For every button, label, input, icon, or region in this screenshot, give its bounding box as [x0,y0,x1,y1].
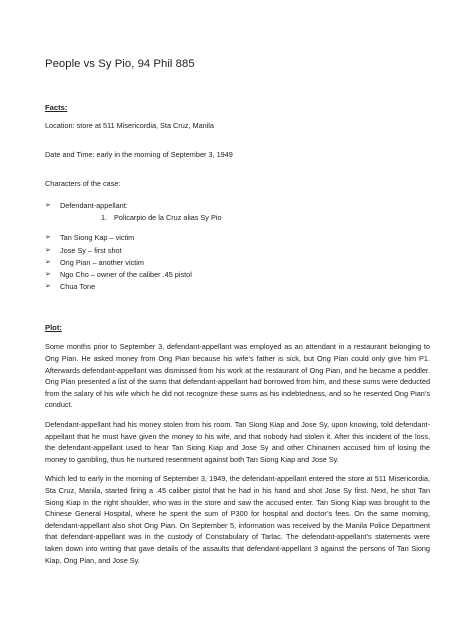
arrow-bullet-icon: ➢ [45,258,51,266]
datetime-line: Date and Time: early in the morning of September 3, 1949 [45,150,233,159]
characters-list [45,232,430,293]
subitem-number: 1. [101,213,108,223]
character-subitem [45,212,430,224]
character-label: Ngo Cho – owner of the caliber .45 pistol [60,270,192,280]
document-title: People vs Sy Pio, 94 Phil 885 [45,58,195,70]
character-item [45,232,430,244]
arrow-bullet-icon: ➢ [45,271,51,279]
character-label: Ong Pian – another victim [60,257,144,267]
character-label: Chua Tone [60,282,96,292]
arrow-bullet-icon: ➢ [45,202,51,209]
character-item [45,281,430,293]
arrow-bullet-icon: ➢ [45,283,51,291]
characters-list-primary [45,200,430,212]
facts-heading: Facts: [45,103,68,112]
character-item [45,200,430,212]
location-line: Location: store at 511 Misericordia, Sta Cruz, Manila [45,121,214,130]
plot-heading: Plot: [45,323,62,333]
character-label: Defendant-appellant: [60,201,128,210]
plot-paragraph: Some months prior to September 3, defendant-appellant was employed as an attendant in a restaurant belonging to Ong Pian. He asked money from Ong Pian because his wife’s father is sick, but Ong Pian could only give him P1. Afterwards defendant-appellant was dismissed from his work at the restaurant of Ong Pian, and he became a peddler. Ong Pian presented a list of the sums that defendant-appellant had borrowed from him, and these sums were deducted from the salary of his wife which he did not recognize these sums as his indebtedness, and so he resented Ong Pian’s conduct. [45,342,430,410]
characters-intro: Characters of the case: [45,179,121,188]
plot-body [45,341,430,566]
character-item [45,257,430,269]
plot-paragraph: Defendant-appellant had his money stolen from his room. Tan Siong Kiap and Jose Sy, upon knowing, told defendant-appellant that he must have given the money to his wife, and that nobody had stolen it. After this incident of the loss, the defendant-appellant used to hear Tan Siong Kiap and Jose Sy and other Chinamen accused him of losing the money to gambling, thus he nurtured resentment against both Tan Siong Kiap and Jose Sy. [45,419,430,464]
character-item [45,245,430,257]
character-item [45,269,430,281]
character-label: Jose Sy – first shot [60,245,122,255]
arrow-bullet-icon: ➢ [45,246,51,254]
subitem-label: Policarpio de la Cruz alias Sy Pio [114,213,222,223]
arrow-bullet-icon: ➢ [45,234,51,242]
plot-paragraph: Which led to early in the morning of September 3, 1949, the defendant-appellant entered the store at 511 Misericordia, Sta Cruz, Manila, started firing a .45 caliber pistol that he had in his hand and shot Jose Sy first. Next, he shot Tan Siong Kiap in the right shoulder, who was in the store and saw the accused enter. Tan Siong Kiap was brought to the Chinese General Hospital, where he spent the sum of P300 for hospital and doctor’s fees. On the same morning, defendant-appellant also shot Ong Pian. On September 5, information was received by the Manila Police Department that defendant-appellant was in the custody of Constabulary of Tarlac. The defendant-appellant’s statements were taken down into writing that gave details of the assaults that defendant-appellant 3 against the persons of Tan Siong Kiap, Ong Pian, and Jose Sy. [45,474,430,565]
character-label: Tan Siong Kap – victim [60,233,135,243]
